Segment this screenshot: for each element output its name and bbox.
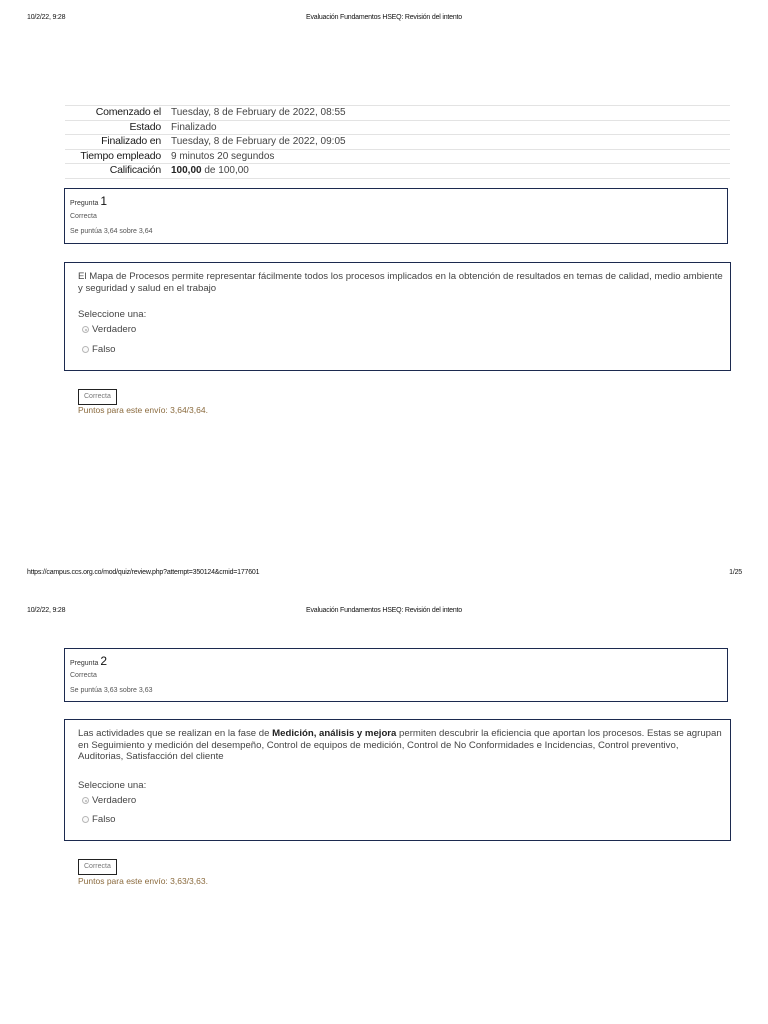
radio-selected-icon[interactable] (82, 797, 89, 804)
summary-label: Finalizado en (65, 135, 171, 150)
feedback-points: Puntos para este envío: 3,63/3,63. (78, 876, 208, 886)
question-text: El Mapa de Procesos permite representar fácilmente todos los procesos implicados en la obtención de resultados en temas de calidad, medio ambiente y seguridad y salud en el trabajo (78, 271, 723, 294)
option-verdadero[interactable] (82, 324, 136, 335)
radio-selected-icon[interactable] (82, 326, 89, 333)
question-status: Correcta (70, 672, 97, 679)
question-info-box (64, 648, 728, 702)
radio-empty-icon[interactable] (82, 816, 89, 823)
grade-max: de 100,00 (201, 165, 249, 177)
question-number: Pregunta 1 (70, 194, 108, 208)
attempt-summary-table (65, 105, 730, 179)
option-label: Falso (92, 344, 116, 355)
grade-score: 100,00 (171, 165, 202, 177)
option-label: Verdadero (92, 795, 137, 806)
print-date: 10/2/22, 9:28 (27, 14, 66, 21)
summary-value: Finalizado (171, 120, 730, 135)
print-url: https://campus.ccs.org.co/mod/quiz/review.php?attempt=350124&cmid=177601 (27, 569, 260, 576)
feedback-points: Puntos para este envío: 3,64/3,64. (78, 405, 208, 415)
question-text: Las actividades que se realizan en la fase de Medición, análisis y mejora permiten descubrir la eficiencia que aportan los procesos. Estas se agrupan en Seguimiento y medición del desempeño, Control de equipos de medición, Control de No Conformidades e Incidencias, Control preventivo, Auditorias, Satisfacción del cliente (78, 728, 722, 762)
question-content-box (64, 719, 731, 841)
summary-label: Estado (65, 120, 171, 135)
print-title: Evaluación Fundamentos HSEQ: Revisión del intento (306, 14, 462, 21)
summary-label: Comenzado el (65, 106, 171, 121)
summary-value: Tuesday, 8 de February de 2022, 09:05 (171, 135, 730, 150)
feedback-badge: Correcta (78, 389, 117, 405)
print-title: Evaluación Fundamentos HSEQ: Revisión del intento (306, 607, 462, 614)
summary-label: Calificación (65, 164, 171, 179)
summary-row (65, 135, 730, 150)
option-falso[interactable] (82, 814, 115, 825)
feedback-badge: Correcta (78, 859, 117, 875)
option-label: Verdadero (92, 324, 137, 335)
question-points: Se puntúa 3,63 sobre 3,63 (70, 687, 153, 694)
option-falso[interactable] (82, 344, 115, 355)
summary-value: Tuesday, 8 de February de 2022, 08:55 (171, 106, 730, 121)
question-info-box (64, 188, 728, 244)
question-points: Se puntúa 3,64 sobre 3,64 (70, 228, 153, 235)
question-number: Pregunta 2 (70, 654, 108, 668)
summary-label: Tiempo empleado (65, 149, 171, 164)
option-verdadero[interactable] (82, 795, 136, 806)
option-label: Falso (92, 814, 116, 825)
answer-prompt: Seleccione una: (78, 309, 147, 320)
answer-prompt: Seleccione una: (78, 780, 147, 791)
print-date: 10/2/22, 9:28 (27, 607, 66, 614)
summary-row (65, 120, 730, 135)
radio-empty-icon[interactable] (82, 346, 89, 353)
question-status: Correcta (70, 213, 97, 220)
summary-row (65, 149, 730, 164)
summary-row (65, 164, 730, 179)
summary-row (65, 106, 730, 121)
print-page-number: 1/25 (729, 569, 742, 576)
grade-value (171, 164, 730, 179)
question-content-box (64, 262, 731, 371)
summary-value: 9 minutos 20 segundos (171, 149, 730, 164)
